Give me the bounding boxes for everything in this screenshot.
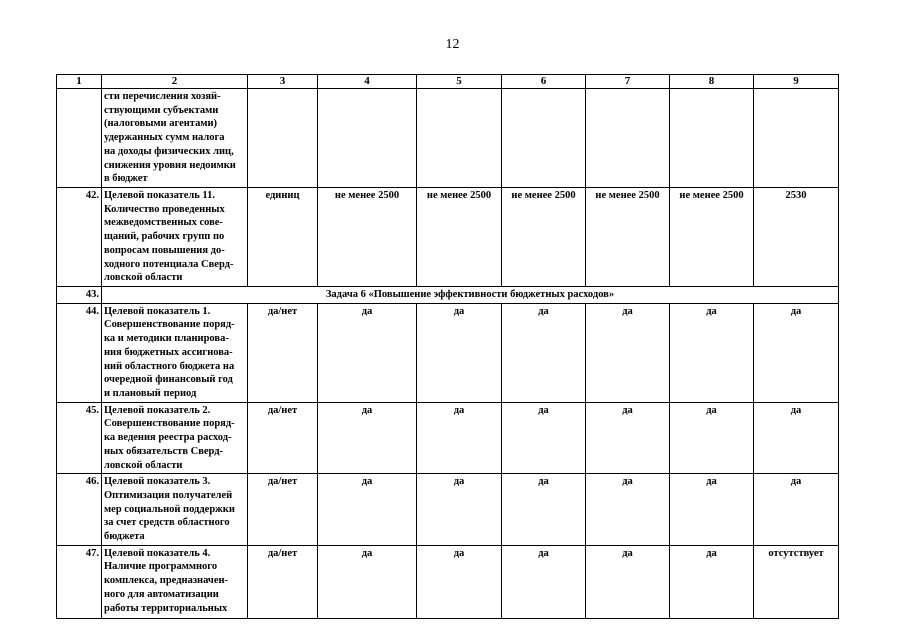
value-cell: не менее 2500 <box>670 188 754 287</box>
row-number: 45. <box>57 402 102 474</box>
value-cell: да <box>670 303 754 402</box>
column-header: 4 <box>318 75 417 89</box>
column-header: 5 <box>417 75 502 89</box>
row-number: 43. <box>57 287 102 304</box>
task-title: Задача 6 «Повышение эффективности бюджетных расходов» <box>102 287 839 304</box>
column-header: 6 <box>502 75 586 89</box>
value-cell: не менее 2500 <box>502 188 586 287</box>
indicator-name: Целевой показатель 1. Совершенствование поряд- ка и методики планирова- ния бюджетных ассигнова- ний областного бюджета на очередной финансовый год и плановый период <box>102 303 248 402</box>
row-number <box>57 89 102 188</box>
column-header: 8 <box>670 75 754 89</box>
value-cell: да <box>318 474 417 546</box>
value-cell: 2530 <box>754 188 839 287</box>
row-number: 46. <box>57 474 102 546</box>
value-cell <box>586 89 670 188</box>
indicator-name: Целевой показатель 11. Количество проведенных межведомственных сове- щаний, рабочих групп по вопросам повышения до- ходного потенциала Сверд- ловской области <box>102 188 248 287</box>
table-row <box>57 545 839 618</box>
indicator-name: Целевой показатель 2. Совершенствование поряд- ка ведения реестра расход- ных обязательств Сверд- ловской области <box>102 402 248 474</box>
value-cell: не менее 2500 <box>586 188 670 287</box>
value-cell: не менее 2500 <box>417 188 502 287</box>
column-header: 7 <box>586 75 670 89</box>
value-cell: не менее 2500 <box>318 188 417 287</box>
table-row <box>57 188 839 287</box>
value-cell: да <box>417 545 502 618</box>
table-row <box>57 89 839 188</box>
value-cell: да <box>502 402 586 474</box>
value-cell: да <box>670 474 754 546</box>
indicator-name: Целевой показатель 4. Наличие программного комплекса, предназначен- ного для автоматизации работы территориальных <box>102 545 248 618</box>
value-cell: да <box>586 303 670 402</box>
row-number: 44. <box>57 303 102 402</box>
value-cell: да <box>417 303 502 402</box>
value-cell: да <box>754 303 839 402</box>
unit-cell <box>248 89 318 188</box>
unit-cell: да/нет <box>248 474 318 546</box>
row-number: 47. <box>57 545 102 618</box>
value-cell <box>754 89 839 188</box>
task-row <box>57 287 839 304</box>
unit-cell: да/нет <box>248 402 318 474</box>
value-cell: да <box>502 474 586 546</box>
column-header: 1 <box>57 75 102 89</box>
value-cell <box>502 89 586 188</box>
table-row <box>57 402 839 474</box>
value-cell: да <box>586 545 670 618</box>
value-cell: да <box>670 545 754 618</box>
value-cell: да <box>417 402 502 474</box>
value-cell: отсутствует <box>754 545 839 618</box>
indicator-name: сти перечисления хозяй- ствующими субъектами (налоговыми агентами) удержанных сумм налога на доходы физических лиц, снижения уровня недоимки в бюджет <box>102 89 248 188</box>
column-header: 9 <box>754 75 839 89</box>
value-cell <box>670 89 754 188</box>
column-header: 2 <box>102 75 248 89</box>
table-row <box>57 303 839 402</box>
table-row <box>57 474 839 546</box>
value-cell: да <box>754 474 839 546</box>
value-cell: да <box>417 474 502 546</box>
value-cell: да <box>586 474 670 546</box>
value-cell: да <box>754 402 839 474</box>
value-cell: да <box>586 402 670 474</box>
unit-cell: да/нет <box>248 303 318 402</box>
value-cell: да <box>318 545 417 618</box>
value-cell: да <box>318 303 417 402</box>
header-row <box>57 75 839 89</box>
row-number: 42. <box>57 188 102 287</box>
indicators-table <box>56 74 839 619</box>
table-body <box>57 75 839 619</box>
unit-cell: единиц <box>248 188 318 287</box>
value-cell: да <box>670 402 754 474</box>
value-cell: да <box>502 303 586 402</box>
indicator-name: Целевой показатель 3. Оптимизация получателей мер социальной поддержки за счет средств областного бюджета <box>102 474 248 546</box>
value-cell <box>417 89 502 188</box>
unit-cell: да/нет <box>248 545 318 618</box>
value-cell <box>318 89 417 188</box>
value-cell: да <box>502 545 586 618</box>
column-header: 3 <box>248 75 318 89</box>
value-cell: да <box>318 402 417 474</box>
page-number: 12 <box>445 37 460 52</box>
